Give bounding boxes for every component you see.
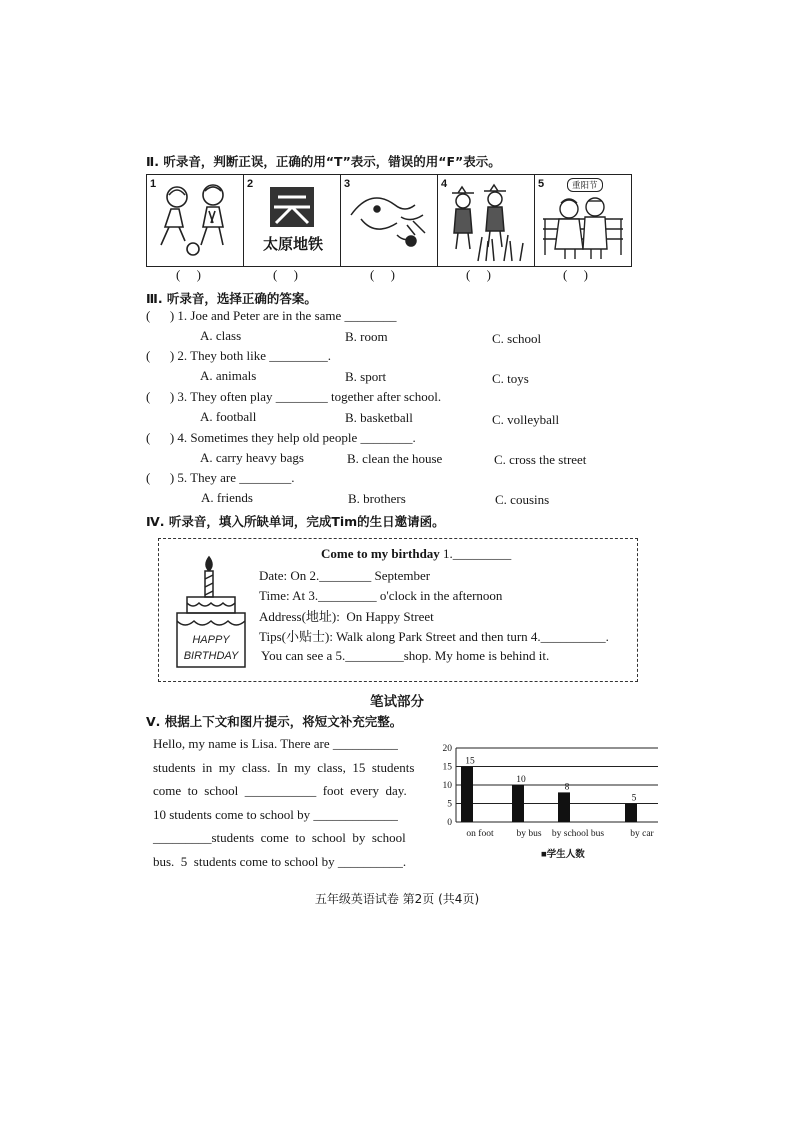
section3-title: Ⅲ. 听录音，选择正确的答案。 — [146, 291, 317, 306]
cake-birthday-text: BIRTHDAY — [183, 650, 239, 662]
picture-number: 5 — [538, 178, 545, 190]
picture-cell-5 — [535, 175, 631, 266]
passage-line-6: bus. 5 students come to school by __________. — [153, 854, 407, 869]
passage-line-4: 10 students come to school by _____________ — [153, 807, 398, 822]
picture-cell-3 — [341, 175, 438, 266]
written-section-title: 笔试部分 — [370, 694, 424, 710]
page-footer: 五年级英语试卷 第2页 (共4页) — [314, 892, 480, 906]
question-3: ( ) 3. They often play ________ together after school. — [146, 389, 442, 404]
bar-3 — [625, 804, 637, 823]
answer-paren-2[interactable]: ( ) — [273, 267, 298, 282]
picture-number: 2 — [247, 178, 254, 190]
invitation-blank-1[interactable]: 1._________ — [439, 546, 512, 561]
festival-sign: 重阳节 — [567, 178, 603, 192]
option-c: C. toys — [492, 371, 529, 386]
farmers-illustration — [438, 175, 534, 263]
option-b: B. basketball — [345, 410, 413, 425]
birthday-cake-illustration — [171, 553, 253, 671]
y-tick-label: 0 — [447, 818, 452, 828]
question-2: ( ) 2. They both like _________. — [146, 348, 331, 363]
section5-title: Ⅴ. 根据上下文和图片提示，将短文补充完整。 — [146, 714, 403, 729]
passage-line-5: _________students come to school by school — [153, 830, 406, 845]
bar-1 — [512, 785, 524, 822]
option-a: A. class — [200, 328, 242, 343]
section4-title: Ⅳ. 听录音，填入所缺单词，完成Tim的生日邀请函。 — [146, 514, 445, 529]
option-b: B. clean the house — [347, 451, 443, 466]
option-c: C. volleyball — [492, 412, 560, 427]
bar-value-label: 15 — [465, 756, 475, 767]
question-4: ( ) 4. Sometimes they help old people ________. — [146, 430, 416, 445]
option-a: A. carry heavy bags — [200, 450, 304, 465]
option-c: C. cousins — [495, 492, 550, 507]
picture-cell-1 — [147, 175, 244, 266]
invitation-shop: You can see a 5._________shop. My home is behind it. — [261, 648, 550, 663]
chart-legend: ■学生人数 — [541, 850, 585, 860]
dragon-boat-illustration — [341, 175, 437, 263]
bar-chart — [436, 736, 662, 864]
bar-2 — [558, 792, 570, 822]
option-b: B. brothers — [348, 491, 406, 506]
picture-number: 4 — [441, 178, 448, 190]
invitation-title-text: Come to my birthday — [321, 546, 440, 561]
picture-number: 1 — [150, 178, 157, 190]
invitation-address: Address(地址): On Happy Street — [259, 609, 434, 624]
picture-number: 3 — [344, 178, 351, 190]
picture-cell-4 — [438, 175, 535, 266]
category-label: on foot — [466, 829, 494, 839]
invitation-tips: Tips(小贴士): Walk along Park Street and then turn 4.__________. — [259, 629, 609, 644]
category-label: by school bus — [551, 829, 605, 839]
section2-title: Ⅱ. 听录音，判断正误，正确的用“T”表示，错误的用“F”表示。 — [146, 154, 501, 169]
answer-paren-5[interactable]: ( ) — [563, 267, 588, 282]
invitation-time: Time: At 3._________ o'clock in the afternoon — [259, 588, 503, 603]
option-c: C. cross the street — [494, 452, 587, 467]
question-1: ( ) 1. Joe and Peter are in the same ________ — [146, 308, 397, 323]
option-a: A. animals — [200, 368, 257, 383]
y-tick-label: 15 — [442, 762, 452, 773]
passage-line-3: come to school ___________ foot every day. — [153, 783, 407, 798]
picture-cell-2 — [244, 175, 341, 266]
category-label: by bus — [516, 829, 542, 839]
metro-caption: 太原地铁 — [262, 235, 323, 253]
elderly-couple-illustration — [535, 189, 631, 263]
y-tick-label: 5 — [447, 799, 452, 810]
bar-0 — [461, 767, 473, 823]
passage-line-2: students in my class. In my class, 15 students — [153, 760, 415, 775]
question-5: ( ) 5. They are ________. — [146, 470, 295, 485]
bar-value-label: 5 — [631, 793, 637, 804]
picture-table — [146, 174, 632, 267]
option-a: A. friends — [201, 490, 253, 505]
birthday-invitation — [158, 538, 638, 682]
answer-paren-3[interactable]: ( ) — [370, 267, 395, 282]
answer-paren-4[interactable]: ( ) — [466, 267, 491, 282]
invitation-date: Date: On 2.________ September — [259, 568, 431, 583]
y-tick-label: 20 — [442, 744, 452, 754]
y-tick-label: 10 — [442, 781, 452, 791]
cake-happy-text: HAPPY — [192, 634, 230, 646]
option-a: A. football — [200, 409, 257, 424]
metro-logo-icon — [268, 185, 316, 229]
category-label: by car — [630, 829, 654, 839]
invitation-title — [321, 546, 511, 562]
answer-paren-1[interactable]: ( ) — [176, 267, 201, 282]
option-c: C. school — [492, 331, 542, 346]
bar-value-label: 10 — [516, 775, 526, 785]
passage-line-1: Hello, my name is Lisa. There are __________ — [153, 736, 398, 751]
boys-football-illustration — [147, 175, 243, 263]
bar-value-label: 8 — [564, 782, 570, 793]
option-b: B. room — [345, 329, 388, 344]
option-b: B. sport — [345, 369, 387, 384]
